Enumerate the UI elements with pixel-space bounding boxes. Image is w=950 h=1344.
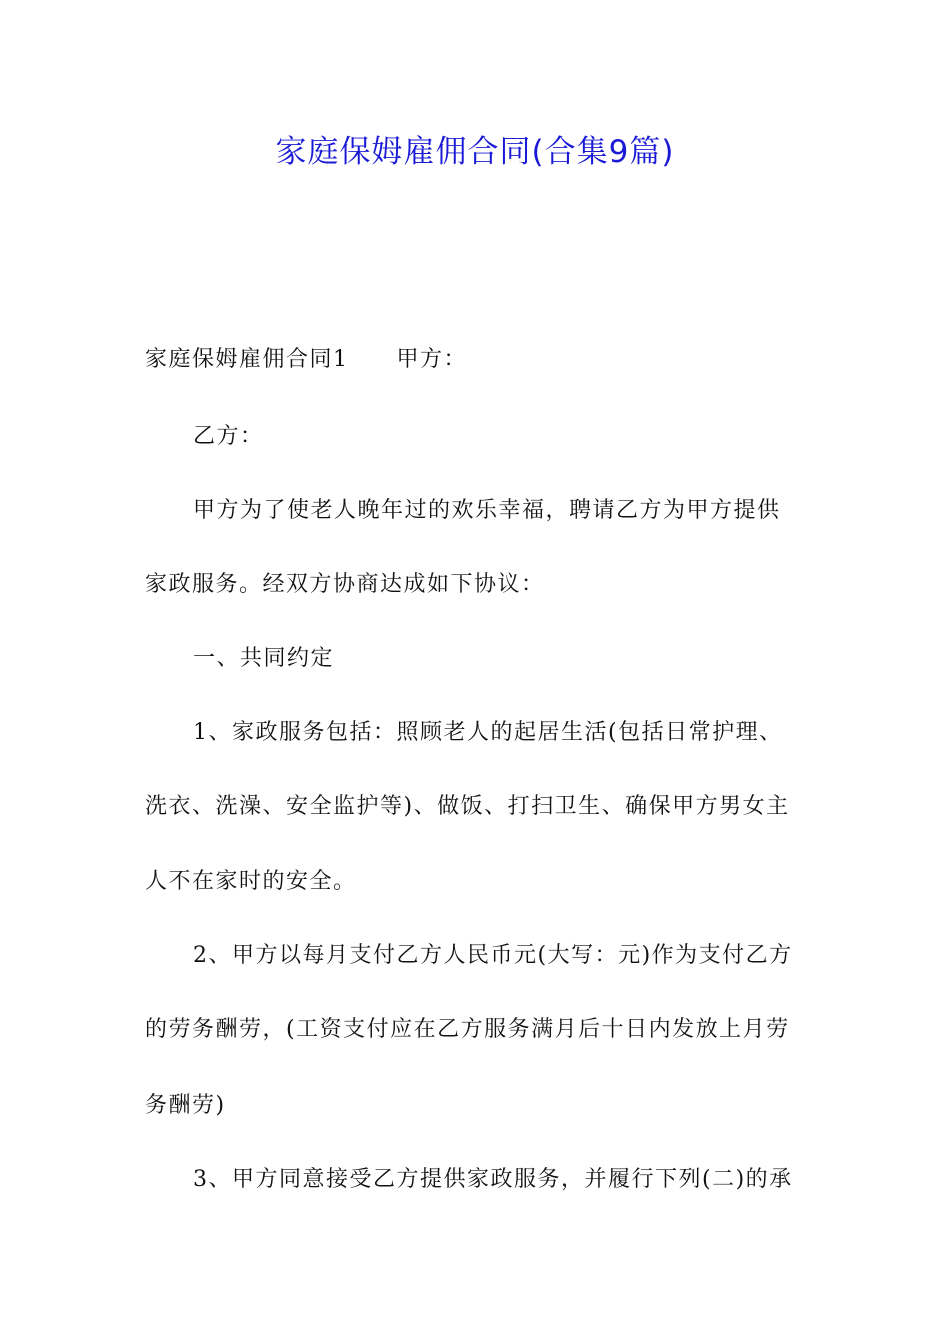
paragraph-line: 的劳务酬劳，(工资支付应在乙方服务满月后十日内发放上月劳 — [145, 1017, 790, 1042]
paragraph-line: 务酬劳) — [145, 1093, 226, 1118]
paragraph-line: 甲方为了使老人晚年过的欢乐幸福，聘请乙方为甲方提供 — [193, 498, 781, 523]
document-title: 家庭保姆雇佣合同(合集9篇) — [275, 134, 675, 170]
paragraph-line: 3、甲方同意接受乙方提供家政服务，并履行下列(二)的承 — [193, 1167, 793, 1192]
heading-line — [145, 344, 815, 376]
paragraph-line: 1、家政服务包括：照顾老人的起居生活(包括日常护理、 — [193, 720, 783, 745]
paragraph-line: 2、甲方以每月支付乙方人民币元(大写：元)作为支付乙方 — [193, 943, 793, 968]
contract-heading: 家庭保姆雇佣合同1 — [145, 347, 349, 372]
section-heading: 一、共同约定 — [193, 646, 335, 671]
party-a-label: 甲方： — [396, 347, 468, 372]
paragraph-line: 家政服务。经双方协商达成如下协议： — [145, 572, 545, 597]
paragraph-line: 人不在家时的安全。 — [145, 869, 357, 894]
party-b-label: 乙方： — [193, 424, 264, 449]
paragraph-line: 洗衣、洗澡、安全监护等)、做饭、打扫卫生、确保甲方男女主 — [145, 794, 790, 819]
